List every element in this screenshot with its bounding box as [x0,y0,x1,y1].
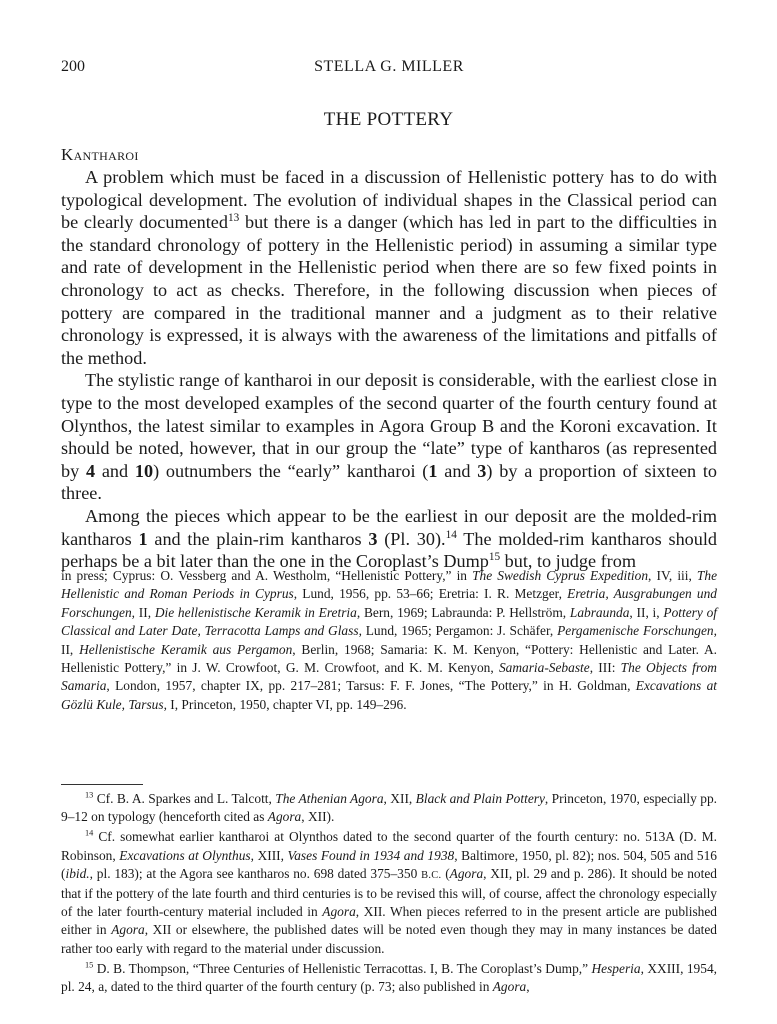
author-name: STELLA G. MILLER [314,58,464,75]
continued-footnote: in press; Cyprus: O. Vessberg and A. Westholm, “Hellenistic Pottery,” in The Swedish Cyprus Expedition, IV, iii, The Hellenistic and Roman Periods in Cyprus, Lund, 1956, pp. 53–66; Eretria: I. R. Metzger, Eretria, Ausgrabungen und Forschungen, II, Die hellenistische Keramik in Eretria, Bern, 1969; Labraunda: P. Hellström, Labraunda, II, i, Pottery of Classical and Later Date, Terracotta Lamps and Glass, Lund, 1965; Pergamon: J. Schäfer, Pergamenische Forschungen, II, Hellenistische Keramik aus Pergamon, Berlin, 1968; Samaria: K. M. Kenyon, “Pottery: Hellenistic and Later. A. Hellenistic Pottery,” in J. W. Crowfoot, G. M. Crowfoot, and K. M. Kenyon, Samaria-Sebaste, III: The Objects from Samaria, London, 1957, chapter IX, pp. 217–281; Tarsus: F. F. Jones, “The Pottery,” in H. Goldman, Excavations at Gözlü Kule, Tarsus, I, Princeton, 1950, chapter VI, pp. 149–296. [61,568,718,712]
catalogue-ref: 3 [477,460,487,481]
catalogue-ref: 10 [134,460,154,481]
running-header [61,58,717,80]
subheading: Kantharoi [61,145,139,164]
paragraph-3: Among the pieces which appear to be the earliest in our deposit are the molded-rim kantharos 1 and the plain-rim kantharos 3 (Pl. 30).$^{14}$ The molded-rim kantharos should perhaps be a bit later than the one in the Coroplast’s Dump$^{15}$ but, to judge from [61,505,717,572]
body-text [61,166,717,573]
catalogue-ref: 1 [428,460,438,481]
paragraph-2: The stylistic range of kantharoi in our deposit is considerable, with the earliest close in type to the most developed examples of the second quarter of the fourth century found at Olynthos, the latest similar to examples in Agora Group B and the Koroni excavation. It should be noted, however, that in our group the “late” type of kantharos (as represented by 4 and 10) outnumbers the “early” kantharoi (1 and 3) by a proportion of sixteen to three. [61,370,717,504]
section-title: THE POTTERY [323,109,454,130]
footnotes [61,790,717,998]
catalogue-ref: 4 [85,460,96,481]
page-number: 200 [61,58,85,75]
footnote-divider [61,784,143,785]
footnote-ref-14: 14 [445,528,457,541]
paragraph-1: A problem which must be faced in a discussion of Hellenistic pottery has to do with typological development. The evolution of individual shapes in the Classical period can be clearly documented$^{13}$ but there is a danger (which has led in part to the difficulties in the standard chronology of pottery in the Hellenistic period) in assuming a similar type and rate of development in the Hellenistic period when there are so few fixed points in chronology to act as checks. Therefore, in the following discussion when pieces of pottery are compared in the traditional manner and a judgment as to their relative chronology is expressed, it is always with the awareness of the limitations and pitfalls of the method. [61,167,718,368]
footnote-ref-13: 13 [227,212,240,225]
footnote-15: $^{15}$ D. B. Thompson, “Three Centuries of Hellenistic Terracottas. I, B. The Coroplast’s Dump,” Hesperia, XXIII, 1954, pl. 24, a, dated to the third quarter of the fourth century (p. 73; also published in Agora, [61,960,717,995]
footnote-14: $^{14}$ Cf. somewhat earlier kantharoi at Olynthos dated to the second quarter of the fourth century: no. 513A (D. M. Robinson, Excavations at Olynthus, XIII, Vases Found in 1934 and 1938, Baltimore, 1950, pl. 82); nos. 504, 505 and 516 (ibid., pl. 183); at the Agora see kantharos no. 698 dated 375–350 B.C. (Agora, XII, pl. 29 and p. 286). It should be noted that if the pottery of the late fourth and third centuries is to be revised this will, of course, affect the chronology especially of the later fourth-century material included in Agora, XII. When pieces referred to in the present article are published either in Agora, XII or elsewhere, the published dates will be noted even though they may in many instances be dated rather too early with regard to the material under discussion. [61,828,718,956]
catalogue-ref: 3 [368,528,378,549]
catalogue-ref: 1 [138,528,148,549]
footnote-13: $^{13}$ Cf. B. A. Sparkes and L. Talcott, The Athenian Agora, XII, Black and Plain Pottery, Princeton, 1970, especially pp. 9–12 on typology (henceforth cited as Agora, XII). [61,790,718,825]
footnote-ref-15: 15 [488,551,501,564]
